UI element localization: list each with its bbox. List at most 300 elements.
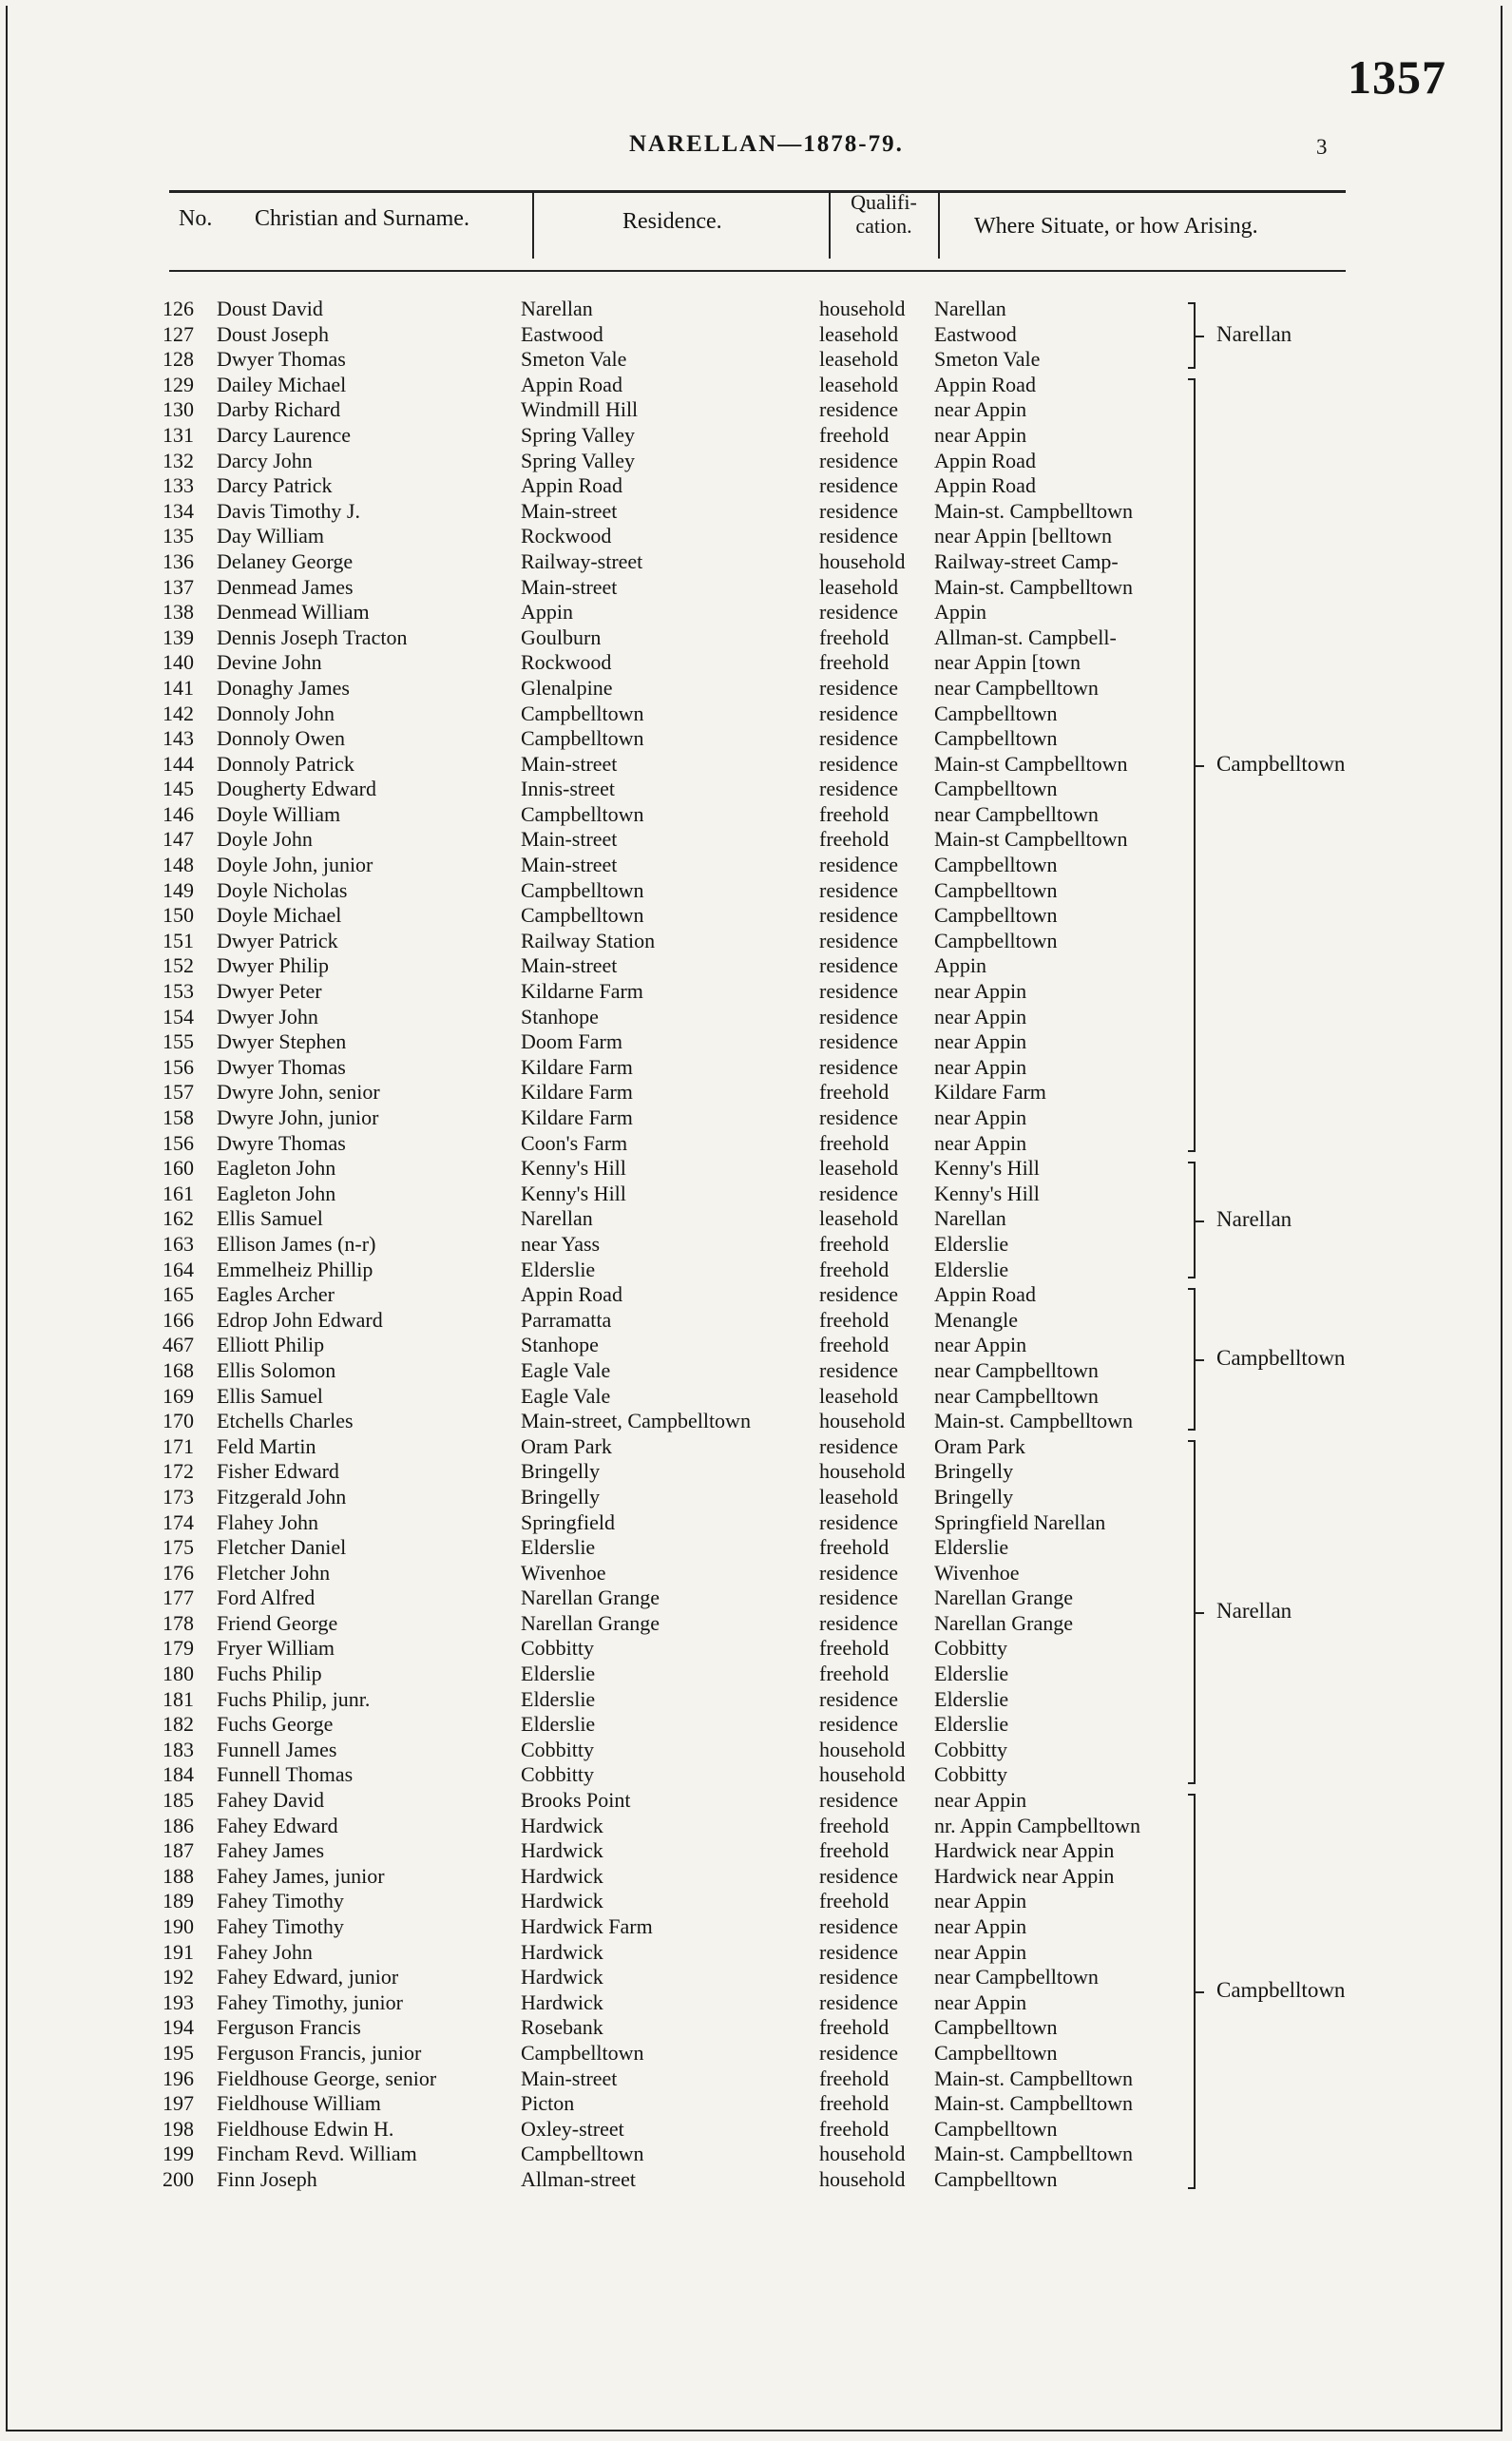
voter-name: Dennis Joseph Tracton (217, 625, 408, 649)
entry-number: 149 (163, 877, 194, 902)
where-situate: near Appin (934, 1004, 1027, 1028)
entry-number: 142 (163, 701, 194, 725)
residence: Campbelltown (521, 903, 644, 928)
residence: Elderslie (521, 1257, 596, 1281)
voter-name: Fuchs Philip, junr. (217, 1686, 371, 1711)
qualification: leasehold (819, 1484, 899, 1509)
where-situate: Appin Road (934, 473, 1036, 498)
where-situate: near Campbelltown (934, 801, 1099, 826)
residence: Picton (521, 2091, 575, 2116)
qualification: residence (819, 1914, 899, 1938)
voter-name: Donnoly John (217, 701, 335, 725)
table-row (0, 1914, 1512, 1940)
residence: Elderslie (521, 1535, 596, 1560)
voter-name: Fletcher John (217, 1560, 331, 1585)
where-situate: near Appin (934, 397, 1027, 422)
where-situate: near Campbelltown (934, 1357, 1099, 1382)
residence: Brooks Point (521, 1788, 631, 1813)
where-situate: Campbelltown (934, 903, 1058, 928)
residence: Smeton Vale (521, 347, 627, 372)
residence: Cobbitty (521, 1636, 595, 1661)
qualification: freehold (819, 650, 890, 675)
qualification: residence (819, 853, 899, 877)
qualification: freehold (819, 1080, 890, 1105)
table-row (0, 853, 1512, 878)
where-situate: Allman-st. Campbell- (934, 625, 1117, 649)
voter-name: Dwyer Patrick (217, 928, 338, 952)
where-situate: near Appin (934, 1054, 1027, 1079)
voter-name: Dougherty Edward (217, 777, 377, 801)
table-row (0, 1788, 1512, 1814)
voter-name: Elliott Philip (217, 1333, 325, 1357)
residence: Rockwood (521, 650, 612, 675)
voter-name: Doyle John (217, 827, 313, 852)
where-situate: Appin Road (934, 448, 1036, 472)
residence: Stanhope (521, 1004, 599, 1028)
qualification: residence (819, 1105, 899, 1129)
entry-number: 126 (163, 297, 194, 320)
entry-number: 147 (163, 827, 194, 852)
qualification: leasehold (819, 574, 899, 599)
where-situate: Campbelltown (934, 877, 1058, 902)
qualification: residence (819, 498, 899, 523)
locality-label: Narellan (1216, 1599, 1292, 1624)
entry-number: 182 (163, 1712, 194, 1737)
header-bottom-rule (169, 270, 1346, 272)
residence: Eagle Vale (521, 1357, 611, 1382)
where-situate: near Appin (934, 979, 1027, 1004)
table-row (0, 625, 1512, 651)
where-situate: Springfield Narellan (934, 1509, 1106, 1534)
table-row (0, 423, 1512, 449)
where-situate: Oram Park (934, 1433, 1025, 1458)
where-situate: Railway-street Camp- (934, 548, 1119, 573)
where-situate: Kenny's Hill (934, 1181, 1040, 1205)
voter-name: Fuchs George (217, 1712, 334, 1737)
voter-name: Finn Joseph (217, 2166, 317, 2191)
entry-number: 151 (163, 928, 194, 952)
residence: Spring Valley (521, 448, 635, 472)
residence: Narellan Grange (521, 1610, 660, 1635)
voter-name: Fahey John (217, 1939, 313, 1964)
column-header-qualification-line2: cation. (855, 214, 912, 238)
residence: Hardwick (521, 1889, 603, 1913)
where-situate: Narellan (934, 1206, 1006, 1231)
residence: Cobbitty (521, 1762, 595, 1787)
qualification: residence (819, 397, 899, 422)
residence: Main-street (521, 498, 618, 523)
table-row (0, 676, 1512, 702)
residence: Kildare Farm (521, 1105, 633, 1129)
entry-number: 197 (163, 2091, 194, 2116)
where-situate: Elderslie (934, 1712, 1009, 1737)
entry-number: 174 (163, 1509, 194, 1534)
residence: Campbelltown (521, 2142, 644, 2166)
qualification: residence (819, 979, 899, 1004)
residence: Hardwick (521, 1989, 603, 2014)
where-situate: near Appin (934, 1788, 1027, 1813)
table-row (0, 1485, 1512, 1510)
table-row (0, 726, 1512, 752)
residence: Elderslie (521, 1686, 596, 1711)
voter-name: Emmelheiz Phillip (217, 1257, 373, 1281)
residence: Main-street (521, 751, 618, 776)
where-situate: Appin Road (934, 372, 1036, 396)
qualification: residence (819, 600, 899, 625)
entry-number: 196 (163, 2066, 194, 2090)
where-situate: Campbelltown (934, 2166, 1058, 2191)
qualification: residence (819, 1686, 899, 1711)
voter-name: Ferguson Francis, junior (217, 2040, 422, 2065)
entry-number: 164 (163, 1257, 194, 1281)
voter-name: Darby Richard (217, 397, 341, 422)
table-row (0, 2091, 1512, 2117)
where-situate: Kenny's Hill (934, 1156, 1040, 1181)
voter-name: Dwyer John (217, 1004, 318, 1028)
voter-name: Fletcher Daniel (217, 1535, 347, 1560)
where-situate: Main-st Campbelltown (934, 827, 1128, 852)
entry-number: 192 (163, 1965, 194, 1989)
voter-name: Eagleton John (217, 1156, 336, 1181)
qualification: residence (819, 1029, 899, 1054)
locality-label: Campbelltown (1216, 1978, 1346, 2003)
entry-number: 178 (163, 1610, 194, 1635)
residence: Rockwood (521, 524, 612, 548)
where-situate: near Appin (934, 1914, 1027, 1938)
voter-name: Denmead William (217, 600, 370, 625)
qualification: residence (819, 1282, 899, 1307)
qualification: residence (819, 1560, 899, 1585)
entry-number: 193 (163, 1989, 194, 2014)
residence: Main-street (521, 853, 618, 877)
where-situate: Campbelltown (934, 726, 1058, 751)
residence: Narellan Grange (521, 1586, 660, 1610)
entry-number: 140 (163, 650, 194, 675)
qualification: freehold (819, 1838, 890, 1863)
entry-number: 130 (163, 397, 194, 422)
column-header-no: No. (179, 206, 213, 231)
qualification: residence (819, 1610, 899, 1635)
qualification: residence (819, 701, 899, 725)
voter-name: Dwyer Philip (217, 953, 329, 978)
qualification: residence (819, 777, 899, 801)
residence: Eastwood (521, 321, 603, 346)
where-situate: Menangle (934, 1307, 1018, 1332)
where-situate: Main-st. Campbelltown (934, 1409, 1133, 1433)
table-row (0, 2142, 1512, 2167)
voter-name: Funnell James (217, 1737, 337, 1761)
where-situate: Bringelly (934, 1459, 1014, 1484)
residence: Main-street (521, 574, 618, 599)
entry-number: 179 (163, 1636, 194, 1661)
qualification: residence (819, 675, 899, 700)
voter-name: Ellis Samuel (217, 1383, 323, 1408)
where-situate: Appin (934, 953, 986, 978)
voter-name: Doyle John, junior (217, 853, 373, 877)
voter-name: Fieldhouse Edwin H. (217, 2116, 394, 2141)
where-situate: Main-st. Campbelltown (934, 2091, 1133, 2116)
entry-number: 148 (163, 853, 194, 877)
table-row (0, 1738, 1512, 1763)
voter-name: Ellison James (n-r) (217, 1231, 376, 1256)
header-divider (938, 192, 940, 259)
where-situate: Campbelltown (934, 2116, 1058, 2141)
residence: Kenny's Hill (521, 1181, 626, 1205)
entry-number: 153 (163, 979, 194, 1004)
voter-name: Friend George (217, 1610, 338, 1635)
entry-number: 198 (163, 2116, 194, 2141)
entry-number: 138 (163, 600, 194, 625)
residence: Appin Road (521, 372, 622, 396)
residence: Main-street, Campbelltown (521, 1409, 751, 1433)
qualification: residence (819, 1433, 899, 1458)
table-row (0, 297, 1512, 322)
residence: Glenalpine (521, 675, 613, 700)
qualification: household (819, 297, 906, 320)
entry-number: 139 (163, 625, 194, 649)
qualification: leasehold (819, 1383, 899, 1408)
qualification: residence (819, 726, 899, 751)
entry-number: 150 (163, 903, 194, 928)
entry-number: 165 (163, 1282, 194, 1307)
where-situate: near Appin (934, 1889, 1027, 1913)
entry-number: 186 (163, 1813, 194, 1837)
bracket-point (1195, 1359, 1204, 1361)
residence: Appin (521, 600, 573, 625)
entry-number: 162 (163, 1206, 194, 1231)
qualification: leasehold (819, 1156, 899, 1181)
qualification: freehold (819, 1130, 890, 1155)
where-situate: near Appin (934, 1029, 1027, 1054)
voter-name: Fuchs Philip (217, 1662, 322, 1686)
voter-name: Denmead James (217, 574, 354, 599)
entry-number: 170 (163, 1409, 194, 1433)
entry-number: 180 (163, 1662, 194, 1686)
voter-name: Fieldhouse William (217, 2091, 381, 2116)
entry-number: 199 (163, 2142, 194, 2166)
voter-name: Fahey Timothy (217, 1914, 344, 1938)
table-row (0, 2015, 1512, 2041)
voter-name: Doust Joseph (217, 321, 329, 346)
qualification: freehold (819, 2091, 890, 2116)
voter-name: Dwyer Thomas (217, 347, 346, 372)
table-row (0, 347, 1512, 373)
where-situate: Narellan Grange (934, 1610, 1073, 1635)
entry-number: 175 (163, 1535, 194, 1560)
qualification: residence (819, 1965, 899, 1989)
table-row (0, 1687, 1512, 1713)
bracket-point (1195, 765, 1204, 767)
table-row (0, 1080, 1512, 1105)
residence: Appin Road (521, 1282, 622, 1307)
table-row (0, 1762, 1512, 1788)
where-situate: near Campbelltown (934, 1965, 1099, 1989)
table-row (0, 1940, 1512, 1966)
table-row (0, 473, 1512, 499)
table-row (0, 575, 1512, 601)
residence: Railway-street (521, 548, 643, 573)
where-situate: near Appin [town (934, 650, 1081, 675)
qualification: freehold (819, 422, 890, 447)
table-row (0, 1636, 1512, 1662)
where-situate: Main-st. Campbelltown (934, 498, 1133, 523)
qualification: residence (819, 448, 899, 472)
qualification: residence (819, 1586, 899, 1610)
entry-number: 137 (163, 574, 194, 599)
entry-number: 141 (163, 675, 194, 700)
residence: Wivenhoe (521, 1560, 606, 1585)
where-situate: Wivenhoe (934, 1560, 1020, 1585)
residence: near Yass (521, 1231, 601, 1256)
entry-number: 191 (163, 1939, 194, 1964)
voter-name: Dwyre Thomas (217, 1130, 346, 1155)
where-situate: Narellan (934, 297, 1006, 320)
entry-number: 156 (163, 1054, 194, 1079)
entry-number: 143 (163, 726, 194, 751)
where-situate: Elderslie (934, 1257, 1009, 1281)
residence: Windmill Hill (521, 397, 639, 422)
voter-name: Dwyre John, senior (217, 1080, 380, 1105)
qualification: leasehold (819, 372, 899, 396)
table-row (0, 1029, 1512, 1055)
qualification: residence (819, 1788, 899, 1813)
qualification: residence (819, 524, 899, 548)
qualification: residence (819, 928, 899, 952)
table-row (0, 1182, 1512, 1207)
residence: Cobbitty (521, 1737, 595, 1761)
voter-name: Ellis Samuel (217, 1206, 323, 1231)
where-situate: Eastwood (934, 321, 1017, 346)
residence: Campbelltown (521, 726, 644, 751)
entry-number: 134 (163, 498, 194, 523)
bracket-point (1195, 1220, 1204, 1222)
residence: Hardwick (521, 1863, 603, 1888)
qualification: residence (819, 751, 899, 776)
table-row (0, 1384, 1512, 1410)
qualification: freehold (819, 1636, 890, 1661)
voter-name: Eagles Archer (217, 1282, 335, 1307)
entry-number: 157 (163, 1080, 194, 1105)
where-situate: Main-st Campbelltown (934, 751, 1128, 776)
qualification: residence (819, 1509, 899, 1534)
entry-number: 154 (163, 1004, 194, 1028)
where-situate: Campbelltown (934, 853, 1058, 877)
where-situate: near Appin (934, 1333, 1027, 1357)
residence: Kildare Farm (521, 1054, 633, 1079)
table-row (0, 1535, 1512, 1561)
voter-name: Donaghy James (217, 675, 350, 700)
residence: Main-street (521, 827, 618, 852)
table-row (0, 1005, 1512, 1030)
voter-name: Darcy John (217, 448, 313, 472)
residence: Kildarne Farm (521, 979, 643, 1004)
bracket-point (1195, 1612, 1204, 1614)
bracket-point (1195, 336, 1204, 337)
residence: Stanhope (521, 1333, 599, 1357)
qualification: freehold (819, 827, 890, 852)
where-situate: Hardwick near Appin (934, 1863, 1115, 1888)
entry-number: 176 (163, 1560, 194, 1585)
where-situate: near Appin (934, 1105, 1027, 1129)
voter-name: Feld Martin (217, 1433, 316, 1458)
locality-label: Narellan (1216, 1206, 1292, 1231)
residence: Oram Park (521, 1433, 612, 1458)
qualification: freehold (819, 1813, 890, 1837)
where-situate: Cobbitty (934, 1737, 1008, 1761)
where-situate: Campbelltown (934, 2015, 1058, 2040)
where-situate: Campbelltown (934, 928, 1058, 952)
entry-number: 181 (163, 1686, 194, 1711)
residence: Allman-street (521, 2166, 636, 2191)
entry-number: 467 (163, 1333, 194, 1357)
voter-name: Fahey David (217, 1788, 325, 1813)
voter-name: Fahey Timothy, junior (217, 1989, 403, 2014)
residence: Oxley-street (521, 2116, 624, 2141)
qualification: freehold (819, 2066, 890, 2090)
header-top-rule (169, 190, 1346, 193)
voter-name: Delaney George (217, 548, 354, 573)
table-row (0, 1889, 1512, 1914)
qualification: household (819, 1762, 906, 1787)
locality-label: Campbelltown (1216, 1346, 1346, 1371)
entry-number: 144 (163, 751, 194, 776)
where-situate: Elderslie (934, 1662, 1009, 1686)
where-situate: Appin (934, 600, 986, 625)
residence: Kenny's Hill (521, 1156, 626, 1181)
table-row (0, 1434, 1512, 1460)
entry-number: 129 (163, 372, 194, 396)
qualification: household (819, 2166, 906, 2191)
entry-number: 190 (163, 1914, 194, 1938)
table-row (0, 1409, 1512, 1434)
qualification: household (819, 2142, 906, 2166)
where-situate: Elderslie (934, 1535, 1009, 1560)
table-row (0, 397, 1512, 423)
table-row (0, 929, 1512, 954)
table-row (0, 1510, 1512, 1536)
voter-name: Doust David (217, 297, 323, 320)
residence: Elderslie (521, 1712, 596, 1737)
qualification: freehold (819, 1333, 890, 1357)
table-row (0, 1308, 1512, 1334)
entry-number: 171 (163, 1433, 194, 1458)
table-row (0, 802, 1512, 828)
bracket-point (1195, 1991, 1204, 1993)
residence: Campbelltown (521, 2040, 644, 2065)
qualification: freehold (819, 1535, 890, 1560)
voter-name: Devine John (217, 650, 322, 675)
voter-name: Ford Alfred (217, 1586, 316, 1610)
residence: Parramatta (521, 1307, 612, 1332)
table-row (0, 953, 1512, 979)
voter-name: Fitzgerald John (217, 1484, 347, 1509)
locality-label: Narellan (1216, 321, 1292, 346)
residence: Narellan (521, 297, 593, 320)
column-header-where: Where Situate, or how Arising. (974, 214, 1258, 239)
qualification: residence (819, 903, 899, 928)
qualification: household (819, 1459, 906, 1484)
qualification: residence (819, 473, 899, 498)
qualification: freehold (819, 2116, 890, 2141)
qualification: residence (819, 1863, 899, 1888)
table-row (0, 777, 1512, 802)
residence: Hardwick (521, 1965, 603, 1989)
entry-number: 185 (163, 1788, 194, 1813)
qualification: freehold (819, 1662, 890, 1686)
entry-number: 184 (163, 1762, 194, 1787)
where-situate: near Campbelltown (934, 675, 1099, 700)
residence: Hardwick (521, 1939, 603, 1964)
